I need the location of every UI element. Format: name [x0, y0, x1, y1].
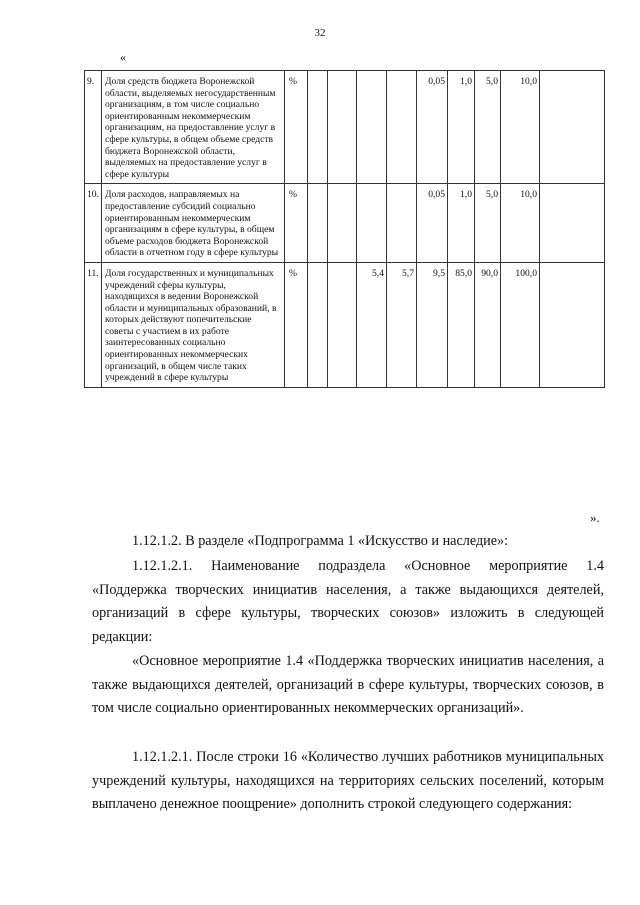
page-number: 32	[314, 27, 326, 39]
paragraph-new-wording	[92, 650, 604, 721]
value-cell	[308, 184, 328, 263]
paragraph-add-row	[92, 746, 604, 817]
close-quote-mark: ».	[590, 510, 600, 525]
value-cell: 100,0	[501, 262, 540, 387]
paragraph-text: «Основное мероприятие 1.4 «Поддержка творческих инициатив населения, а также выдающихся деятелей, организаций в сфере культуры, творческих союзов, в том числе социально ориентированных некоммерческих организаций».	[92, 653, 604, 716]
value-cell: 5,0	[475, 71, 501, 184]
value-cell: 5,0	[475, 184, 501, 263]
value-cell: 1,0	[448, 71, 475, 184]
value-cell	[308, 71, 328, 184]
paragraph-text: 1.12.1.2.1. После строки 16 «Количество лучших работников муниципальных учреждений культуры, находящихся на территориях сельских поселений, которым выплачено денежное поощрение» дополнить строкой следующего содержания:	[92, 749, 604, 812]
value-cell: 9,5	[417, 262, 448, 387]
value-cell	[357, 184, 387, 263]
value-cell: 1,0	[448, 184, 475, 263]
table-row	[85, 262, 605, 387]
value-cell: 10,0	[501, 184, 540, 263]
value-cell: 90,0	[475, 262, 501, 387]
value-cell	[328, 184, 357, 263]
value-cell: 5,4	[357, 262, 387, 387]
unit-cell: %	[285, 262, 308, 387]
value-cell	[328, 262, 357, 387]
table-row	[85, 184, 605, 263]
indicator-name: Доля расходов, направляемых на предоставление субсидий социально ориентированным некоммерческим организациям в сфере культуры, в общем объеме расходов бюджета Воронежской области в отчетном году в сфере культуры	[102, 184, 285, 263]
unit-cell: %	[285, 71, 308, 184]
open-quote-mark: «	[120, 50, 126, 64]
value-cell	[540, 71, 605, 184]
row-index: 10.	[85, 184, 102, 263]
value-cell	[540, 262, 605, 387]
value-cell	[308, 262, 328, 387]
row-index: 11.	[85, 262, 102, 387]
paragraph-rename-subsection	[92, 555, 604, 649]
value-cell	[540, 184, 605, 263]
indicators-table	[84, 70, 605, 388]
value-cell	[357, 71, 387, 184]
row-index: 9.	[85, 71, 102, 184]
indicator-name: Доля средств бюджета Воронежской области, выделяемых негосударственным организациям, в том числе социально ориентированным некоммерческим организациям, на предоставление услуг в сфере культуры, в общем объеме средств бюджета Воронежской области, выделяемых на предоставление услуг в сфере культуры	[102, 71, 285, 184]
value-cell: 85,0	[448, 262, 475, 387]
value-cell	[387, 184, 417, 263]
value-cell: 5,7	[387, 262, 417, 387]
indicator-name: Доля государственных и муниципальных учреждений сферы культуры, находящихся в ведении Воронежской области и муниципальных образований, в которых действуют попечительские советы с участием в их работе заинтересованных социально ориентированных некоммерческих организаций, в общем числе таких учреждений в сфере культуры	[102, 262, 285, 387]
value-cell	[387, 71, 417, 184]
value-cell: 10,0	[501, 71, 540, 184]
table-row	[85, 71, 605, 184]
value-cell: 0,05	[417, 71, 448, 184]
unit-cell: %	[285, 184, 308, 263]
value-cell: 0,05	[417, 184, 448, 263]
paragraph-section-heading	[92, 530, 604, 554]
value-cell	[328, 71, 357, 184]
paragraph-text: 1.12.1.2. В разделе «Подпрограмма 1 «Искусство и наследие»:	[132, 533, 509, 549]
paragraph-text: 1.12.1.2.1. Наименование подраздела «Основное мероприятие 1.4 «Поддержка творческих инициатив населения, а также выдающихся деятелей, организаций в сфере культуры, творческих союзов» изложить в следующей редакции:	[92, 558, 604, 645]
